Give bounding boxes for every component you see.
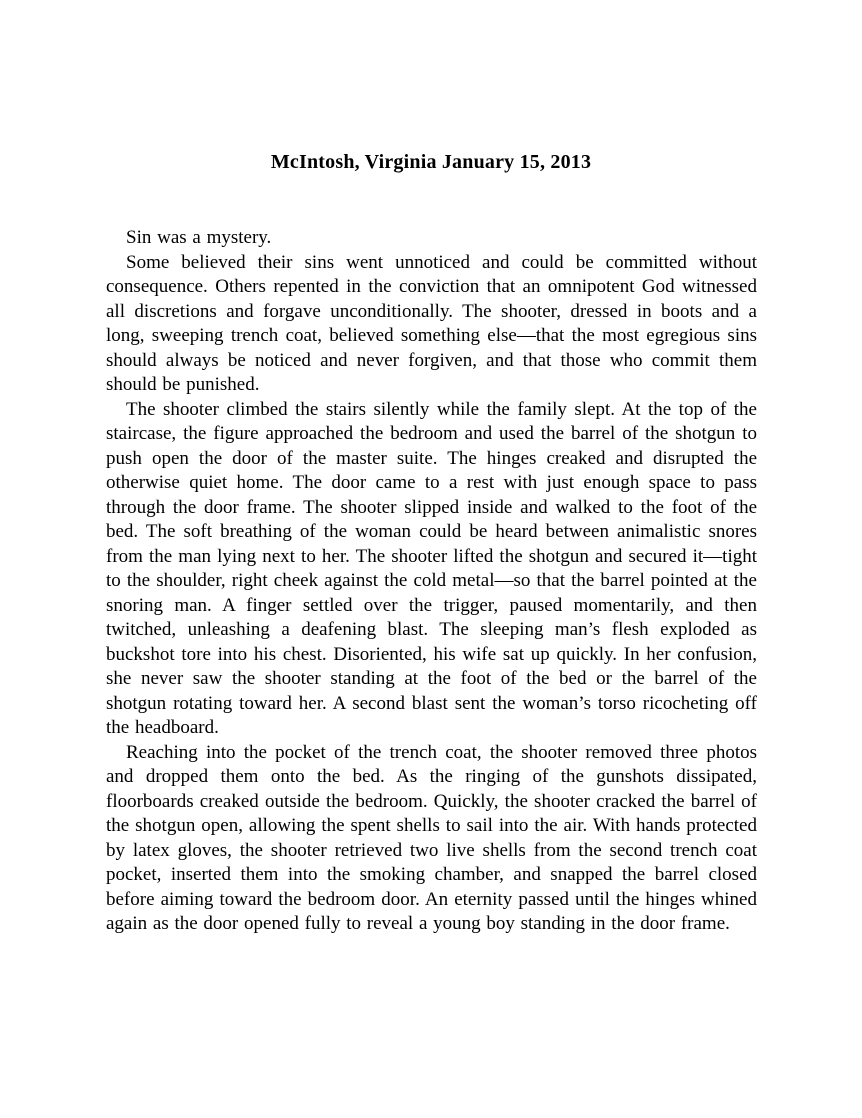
paragraph: Sin was a mystery.: [126, 227, 272, 248]
paragraph: The shooter climbed the stairs silently while the family slept. At the top of the staircase, the figure approached the bedroom and used the barrel of the shotgun to push open the door of the master suite. The hinges creaked and disrupted the otherwise quiet home. The door came to a rest with just enough space to pass through the door frame. The shooter slipped inside and walked to the foot of the bed. The soft breathing of the woman could be heard between animalistic snores from the man lying next to her. The shooter lifted the shotgun and secured it—tight to the shoulder, right cheek against the cold metal—so that the barrel pointed at the snoring man. A finger settled over the trigger, paused momentarily, and then twitched, unleashing a deafening blast. The sleeping man’s flesh exploded as buckshot tore into his chest. Disoriented, his wife sat up quickly. In her confusion, she never saw the shooter standing at the foot of the bed or the barrel of the shotgun rotating toward her. A second blast sent the woman’s torso ricocheting off the headboard.: [106, 398, 757, 738]
paragraph: Some believed their sins went unnoticed and could be committed without consequence. Others repented in the conviction that an omnipotent God witnessed all discretions and forgave unconditionally. The shooter, dressed in boots and a long, sweeping trench coat, believed something else—that the most egregious sins should always be noticed and never forgiven, and that those who commit them should be punished.: [106, 251, 757, 395]
paragraph: Reaching into the pocket of the trench coat, the shooter removed three photos and dropped them onto the bed. As the ringing of the gunshots dissipated, floorboards creaked outside the bedroom. Quickly, the shooter cracked the barrel of the shotgun open, allowing the spent shells to sail into the air. With hands protected by latex gloves, the shooter retrieved two live shells from the second trench coat pocket, inserted them into the smoking chamber, and snapped the barrel closed before aiming toward the bedroom door. An eternity passed until the hinges whined again as the door opened fully to reveal a young boy standing in the door frame.: [106, 741, 757, 934]
body-text: [106, 226, 757, 937]
chapter-heading: McIntosh, Virginia January 15, 2013: [270, 151, 592, 173]
